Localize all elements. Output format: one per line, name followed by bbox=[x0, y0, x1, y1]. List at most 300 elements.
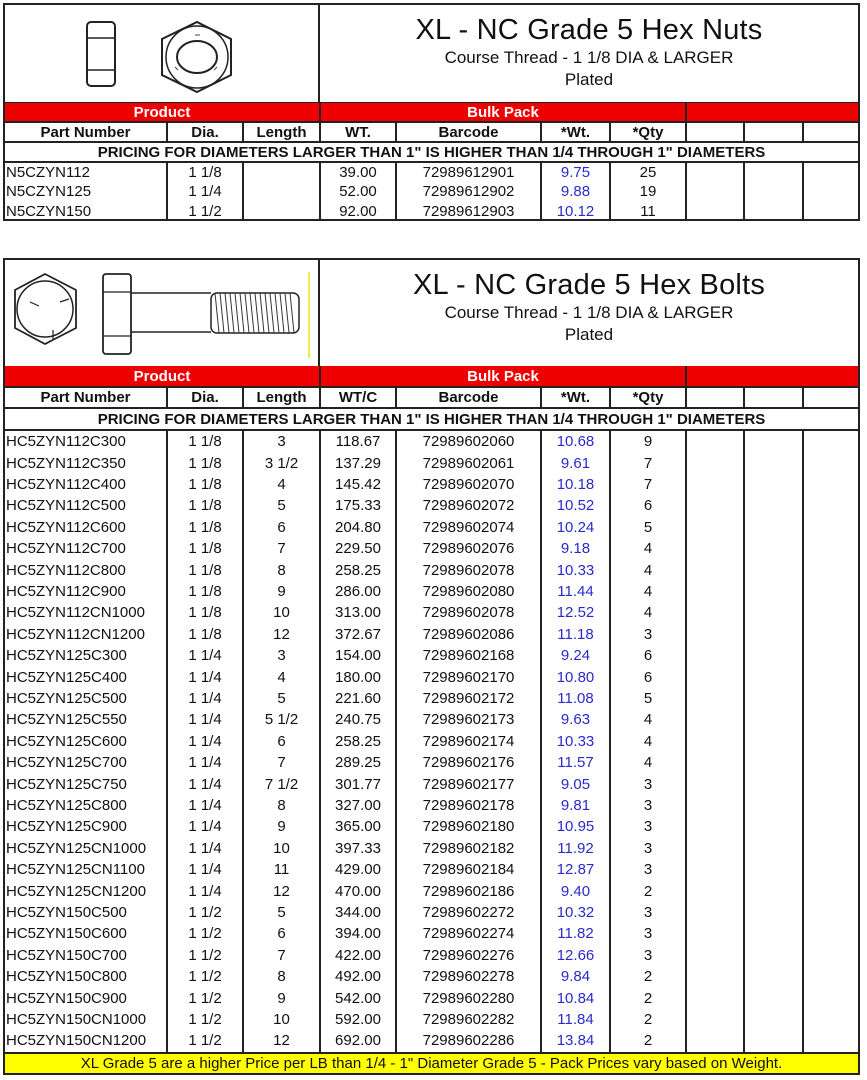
diameter-cell: 1 1/4 bbox=[168, 666, 244, 687]
pack-weight-cell: 11.44 bbox=[542, 581, 611, 602]
part-number-cell: HC5ZYN112C700 bbox=[5, 538, 168, 559]
col-part-number: Part Number bbox=[5, 123, 168, 141]
blank-cell bbox=[804, 709, 858, 730]
barcode-cell: 72989602061 bbox=[397, 452, 542, 473]
page-title: XL - NC Grade 5 Hex Bolts bbox=[412, 269, 766, 301]
diameter-cell: 1 1/8 bbox=[168, 474, 244, 495]
length-cell: 4 bbox=[244, 666, 321, 687]
quantity-cell: 2 bbox=[611, 966, 687, 987]
blank-cell bbox=[745, 923, 804, 944]
finish-label: Plated bbox=[564, 325, 614, 344]
weight-cell: 313.00 bbox=[321, 602, 397, 623]
diameter-cell: 1 1/4 bbox=[168, 731, 244, 752]
table-row bbox=[5, 731, 858, 752]
weight-cell: 470.00 bbox=[321, 880, 397, 901]
blank-cell bbox=[745, 431, 804, 452]
weight-cell: 397.33 bbox=[321, 838, 397, 859]
diameter-cell: 1 1/8 bbox=[168, 624, 244, 645]
length-cell: 9 bbox=[244, 816, 321, 837]
blank-cell bbox=[687, 880, 745, 901]
diameter-cell: 1 1/8 bbox=[168, 517, 244, 538]
barcode-cell: 72989602177 bbox=[397, 773, 542, 794]
table-row bbox=[5, 182, 858, 201]
blank-cell bbox=[687, 602, 745, 623]
length-cell: 5 bbox=[244, 902, 321, 923]
col-blank-1 bbox=[687, 123, 745, 141]
diameter-cell: 1 1/8 bbox=[168, 602, 244, 623]
hex-nut-icon bbox=[5, 5, 318, 102]
barcode-cell: 72989602086 bbox=[397, 624, 542, 645]
blank-cell bbox=[804, 495, 858, 516]
blank-cell bbox=[745, 559, 804, 580]
col-dia: Dia. bbox=[168, 388, 244, 407]
weight-cell: 429.00 bbox=[321, 859, 397, 880]
pack-weight-cell: 11.92 bbox=[542, 838, 611, 859]
col-blank-2 bbox=[745, 388, 804, 407]
diameter-cell: 1 1/2 bbox=[168, 966, 244, 987]
pack-weight-cell: 9.05 bbox=[542, 773, 611, 794]
weight-cell: 229.50 bbox=[321, 538, 397, 559]
weight-cell: 118.67 bbox=[321, 431, 397, 452]
part-number-cell: N5CZYN150 bbox=[5, 202, 168, 221]
hex-bolt-drawing bbox=[5, 260, 320, 366]
blank-cell bbox=[804, 880, 858, 901]
part-number-cell: HC5ZYN150CN1200 bbox=[5, 1030, 168, 1051]
barcode-cell: 72989602186 bbox=[397, 880, 542, 901]
weight-cell: 372.67 bbox=[321, 624, 397, 645]
hex-nuts-table bbox=[3, 3, 860, 221]
weight-cell: 258.25 bbox=[321, 731, 397, 752]
pack-weight-cell: 13.84 bbox=[542, 1030, 611, 1051]
quantity-cell: 2 bbox=[611, 1009, 687, 1030]
table-row bbox=[5, 645, 858, 666]
diameter-cell: 1 1/4 bbox=[168, 859, 244, 880]
blank-cell bbox=[687, 752, 745, 773]
barcode-cell: 72989612903 bbox=[397, 202, 542, 221]
table-row bbox=[5, 816, 858, 837]
diameter-cell: 1 1/2 bbox=[168, 1030, 244, 1051]
blank-cell bbox=[745, 731, 804, 752]
table-row bbox=[5, 966, 858, 987]
hex-bolts-table bbox=[3, 258, 860, 1075]
barcode-cell: 72989602278 bbox=[397, 966, 542, 987]
group-header-row bbox=[5, 366, 858, 388]
blank-cell bbox=[687, 795, 745, 816]
part-number-cell: HC5ZYN112C500 bbox=[5, 495, 168, 516]
pack-weight-cell: 10.95 bbox=[542, 816, 611, 837]
diameter-cell: 1 1/2 bbox=[168, 987, 244, 1008]
blank-cell bbox=[745, 966, 804, 987]
part-number-cell: HC5ZYN112C900 bbox=[5, 581, 168, 602]
weight-cell: 154.00 bbox=[321, 645, 397, 666]
barcode-cell: 72989602074 bbox=[397, 517, 542, 538]
diameter-cell: 1 1/4 bbox=[168, 752, 244, 773]
weight-cell: 52.00 bbox=[321, 182, 397, 201]
blank-cell bbox=[687, 431, 745, 452]
col-qty: *Qty bbox=[611, 123, 687, 141]
blank-cell bbox=[745, 645, 804, 666]
length-cell: 9 bbox=[244, 581, 321, 602]
pack-weight-cell: 9.84 bbox=[542, 966, 611, 987]
blank-cell bbox=[804, 666, 858, 687]
weight-cell: 692.00 bbox=[321, 1030, 397, 1051]
finish-label: Plated bbox=[564, 70, 614, 89]
blank-cell bbox=[687, 773, 745, 794]
table-row bbox=[5, 452, 858, 473]
blank-cell bbox=[745, 902, 804, 923]
table-row bbox=[5, 688, 858, 709]
blank-cell bbox=[687, 731, 745, 752]
length-cell: 9 bbox=[244, 987, 321, 1008]
table-row bbox=[5, 945, 858, 966]
barcode-cell: 72989602176 bbox=[397, 752, 542, 773]
quantity-cell: 3 bbox=[611, 945, 687, 966]
quantity-cell: 3 bbox=[611, 923, 687, 944]
part-number-cell: HC5ZYN125CN1200 bbox=[5, 880, 168, 901]
pack-weight-cell: 10.32 bbox=[542, 902, 611, 923]
quantity-cell: 4 bbox=[611, 559, 687, 580]
weight-cell: 542.00 bbox=[321, 987, 397, 1008]
blank-cell bbox=[687, 838, 745, 859]
col-wt-c: WT/C bbox=[321, 388, 397, 407]
blank-cell bbox=[687, 923, 745, 944]
diameter-cell: 1 1/4 bbox=[168, 773, 244, 794]
blank-cell bbox=[804, 945, 858, 966]
quantity-cell: 3 bbox=[611, 773, 687, 794]
hex-nut-drawing bbox=[5, 5, 320, 102]
quantity-cell: 5 bbox=[611, 688, 687, 709]
diameter-cell: 1 1/4 bbox=[168, 645, 244, 666]
blank-cell bbox=[745, 202, 804, 221]
quantity-cell: 3 bbox=[611, 859, 687, 880]
blank-cell bbox=[804, 773, 858, 794]
blank-cell bbox=[804, 752, 858, 773]
blank-cell bbox=[804, 602, 858, 623]
blank-cell bbox=[804, 731, 858, 752]
quantity-cell: 25 bbox=[611, 163, 687, 182]
blank-cell bbox=[745, 987, 804, 1008]
blank-cell bbox=[804, 163, 858, 182]
blank-cell bbox=[804, 859, 858, 880]
blank-cell bbox=[745, 688, 804, 709]
part-number-cell: HC5ZYN125C300 bbox=[5, 645, 168, 666]
diameter-cell: 1 1/4 bbox=[168, 795, 244, 816]
barcode-cell: 72989602272 bbox=[397, 902, 542, 923]
pack-weight-cell: 10.12 bbox=[542, 202, 611, 221]
blank-cell bbox=[745, 538, 804, 559]
blank-cell bbox=[687, 688, 745, 709]
barcode-cell: 72989612902 bbox=[397, 182, 542, 201]
weight-cell: 92.00 bbox=[321, 202, 397, 221]
length-cell: 8 bbox=[244, 559, 321, 580]
weight-cell: 39.00 bbox=[321, 163, 397, 182]
col-blank-3 bbox=[804, 388, 858, 407]
col-blank-3 bbox=[804, 123, 858, 141]
blank-cell bbox=[687, 559, 745, 580]
blank-cell bbox=[804, 795, 858, 816]
blank-cell bbox=[745, 182, 804, 201]
blank-cell bbox=[687, 624, 745, 645]
blank-cell bbox=[745, 945, 804, 966]
blank-cell bbox=[804, 1030, 858, 1051]
barcode-cell: 72989612901 bbox=[397, 163, 542, 182]
blank-cell bbox=[687, 182, 745, 201]
blank-cell bbox=[687, 202, 745, 221]
diameter-cell: 1 1/2 bbox=[168, 1009, 244, 1030]
col-blank-1 bbox=[687, 388, 745, 407]
diameter-cell: 1 1/4 bbox=[168, 880, 244, 901]
barcode-cell: 72989602178 bbox=[397, 795, 542, 816]
barcode-cell: 72989602280 bbox=[397, 987, 542, 1008]
blank-cell bbox=[804, 431, 858, 452]
pack-weight-cell: 10.33 bbox=[542, 731, 611, 752]
diameter-cell: 1 1/2 bbox=[168, 945, 244, 966]
length-cell: 3 1/2 bbox=[244, 452, 321, 473]
group-blank bbox=[687, 366, 858, 386]
blank-cell bbox=[687, 709, 745, 730]
col-qty: *Qty bbox=[611, 388, 687, 407]
blank-cell bbox=[804, 559, 858, 580]
blank-cell bbox=[804, 202, 858, 221]
weight-cell: 592.00 bbox=[321, 1009, 397, 1030]
diameter-cell: 1 1/2 bbox=[168, 202, 244, 221]
pack-weight-cell: 9.88 bbox=[542, 182, 611, 201]
barcode-cell: 72989602172 bbox=[397, 688, 542, 709]
blank-cell bbox=[745, 666, 804, 687]
length-cell: 10 bbox=[244, 602, 321, 623]
quantity-cell: 4 bbox=[611, 538, 687, 559]
group-product: Product bbox=[5, 366, 321, 386]
barcode-cell: 72989602076 bbox=[397, 538, 542, 559]
blank-cell bbox=[745, 495, 804, 516]
pack-weight-cell: 10.24 bbox=[542, 517, 611, 538]
length-cell: 3 bbox=[244, 431, 321, 452]
barcode-cell: 72989602080 bbox=[397, 581, 542, 602]
table-row bbox=[5, 474, 858, 495]
barcode-cell: 72989602174 bbox=[397, 731, 542, 752]
blank-cell bbox=[804, 452, 858, 473]
blank-cell bbox=[745, 795, 804, 816]
blank-cell bbox=[804, 538, 858, 559]
blank-cell bbox=[687, 1030, 745, 1051]
weight-cell: 137.29 bbox=[321, 452, 397, 473]
barcode-cell: 72989602078 bbox=[397, 559, 542, 580]
diameter-cell: 1 1/4 bbox=[168, 688, 244, 709]
col-dia: Dia. bbox=[168, 123, 244, 141]
blank-cell bbox=[687, 517, 745, 538]
weight-cell: 240.75 bbox=[321, 709, 397, 730]
group-bulk-pack: Bulk Pack bbox=[321, 103, 687, 121]
col-wt: WT. bbox=[321, 123, 397, 141]
blank-cell bbox=[687, 987, 745, 1008]
pack-weight-cell: 12.66 bbox=[542, 945, 611, 966]
diameter-cell: 1 1/8 bbox=[168, 431, 244, 452]
table-row bbox=[5, 838, 858, 859]
part-number-cell: HC5ZYN125C800 bbox=[5, 795, 168, 816]
barcode-cell: 72989602078 bbox=[397, 602, 542, 623]
pack-weight-cell: 11.18 bbox=[542, 624, 611, 645]
table-row bbox=[5, 431, 858, 452]
weight-cell: 365.00 bbox=[321, 816, 397, 837]
barcode-cell: 72989602182 bbox=[397, 838, 542, 859]
diameter-cell: 1 1/2 bbox=[168, 923, 244, 944]
quantity-cell: 3 bbox=[611, 816, 687, 837]
blank-cell bbox=[687, 581, 745, 602]
length-cell: 8 bbox=[244, 966, 321, 987]
barcode-cell: 72989602070 bbox=[397, 474, 542, 495]
length-cell bbox=[244, 163, 321, 182]
column-header-row bbox=[5, 388, 858, 409]
part-number-cell: HC5ZYN125C550 bbox=[5, 709, 168, 730]
table-row bbox=[5, 795, 858, 816]
barcode-cell: 72989602274 bbox=[397, 923, 542, 944]
blank-cell bbox=[804, 182, 858, 201]
pricing-note: PRICING FOR DIAMETERS LARGER THAN 1" IS HIGHER THAN 1/4 THROUGH 1" DIAMETERS bbox=[5, 143, 858, 163]
blank-cell bbox=[804, 987, 858, 1008]
subtitle: Course Thread - 1 1/8 DIA & LARGER bbox=[444, 48, 734, 67]
part-number-cell: HC5ZYN150C700 bbox=[5, 945, 168, 966]
blank-cell bbox=[745, 709, 804, 730]
group-blank bbox=[687, 103, 858, 121]
diameter-cell: 1 1/4 bbox=[168, 709, 244, 730]
table-row bbox=[5, 538, 858, 559]
table-row bbox=[5, 1030, 858, 1051]
barcode-cell: 72989602282 bbox=[397, 1009, 542, 1030]
table-row bbox=[5, 987, 858, 1008]
blank-cell bbox=[687, 645, 745, 666]
blank-cell bbox=[804, 688, 858, 709]
pack-weight-cell: 9.81 bbox=[542, 795, 611, 816]
length-cell: 7 bbox=[244, 752, 321, 773]
group-product: Product bbox=[5, 103, 321, 121]
part-number-cell: HC5ZYN150C600 bbox=[5, 923, 168, 944]
col-length: Length bbox=[244, 388, 321, 407]
pack-weight-cell: 9.61 bbox=[542, 452, 611, 473]
table-row bbox=[5, 773, 858, 794]
blank-cell bbox=[745, 880, 804, 901]
blank-cell bbox=[804, 474, 858, 495]
table-row bbox=[5, 202, 858, 221]
part-number-cell: HC5ZYN112C300 bbox=[5, 431, 168, 452]
part-number-cell: HC5ZYN150C900 bbox=[5, 987, 168, 1008]
length-cell: 5 1/2 bbox=[244, 709, 321, 730]
blank-cell bbox=[745, 1009, 804, 1030]
length-cell: 6 bbox=[244, 923, 321, 944]
quantity-cell: 4 bbox=[611, 581, 687, 602]
group-bulk-pack: Bulk Pack bbox=[321, 366, 687, 386]
part-number-cell: HC5ZYN150CN1000 bbox=[5, 1009, 168, 1030]
subtitle: Course Thread - 1 1/8 DIA & LARGER bbox=[444, 303, 734, 322]
blank-cell bbox=[745, 581, 804, 602]
barcode-cell: 72989602184 bbox=[397, 859, 542, 880]
blank-cell bbox=[804, 966, 858, 987]
quantity-cell: 2 bbox=[611, 880, 687, 901]
quantity-cell: 5 bbox=[611, 517, 687, 538]
length-cell: 12 bbox=[244, 1030, 321, 1051]
weight-cell: 394.00 bbox=[321, 923, 397, 944]
part-number-cell: HC5ZYN125CN1100 bbox=[5, 859, 168, 880]
blank-cell bbox=[687, 966, 745, 987]
footer-note: XL Grade 5 are a higher Price per LB than 1/4 - 1" Diameter Grade 5 - Pack Prices vary based on Weight. bbox=[5, 1052, 858, 1073]
diameter-cell: 1 1/2 bbox=[168, 902, 244, 923]
length-cell: 6 bbox=[244, 731, 321, 752]
length-cell: 6 bbox=[244, 517, 321, 538]
col-length: Length bbox=[244, 123, 321, 141]
pricing-note: PRICING FOR DIAMETERS LARGER THAN 1" IS HIGHER THAN 1/4 THROUGH 1" DIAMETERS bbox=[5, 409, 858, 431]
table-row bbox=[5, 880, 858, 901]
blank-cell bbox=[745, 1030, 804, 1051]
hex-nuts-header bbox=[5, 5, 858, 104]
blank-cell bbox=[687, 945, 745, 966]
blank-cell bbox=[804, 624, 858, 645]
part-number-cell: HC5ZYN112CN1000 bbox=[5, 602, 168, 623]
blank-cell bbox=[804, 1009, 858, 1030]
pack-weight-cell: 9.75 bbox=[542, 163, 611, 182]
diameter-cell: 1 1/8 bbox=[168, 581, 244, 602]
pack-weight-cell: 10.68 bbox=[542, 431, 611, 452]
length-cell: 12 bbox=[244, 624, 321, 645]
weight-cell: 492.00 bbox=[321, 966, 397, 987]
blank-cell bbox=[804, 581, 858, 602]
blank-cell bbox=[745, 752, 804, 773]
diameter-cell: 1 1/8 bbox=[168, 559, 244, 580]
table-row bbox=[5, 666, 858, 687]
length-cell: 10 bbox=[244, 1009, 321, 1030]
table-row bbox=[5, 581, 858, 602]
length-cell: 7 1/2 bbox=[244, 773, 321, 794]
quantity-cell: 4 bbox=[611, 602, 687, 623]
blank-cell bbox=[687, 495, 745, 516]
quantity-cell: 9 bbox=[611, 431, 687, 452]
part-number-cell: HC5ZYN125C400 bbox=[5, 666, 168, 687]
part-number-cell: N5CZYN125 bbox=[5, 182, 168, 201]
pack-weight-cell: 9.24 bbox=[542, 645, 611, 666]
blank-cell bbox=[687, 474, 745, 495]
weight-cell: 258.25 bbox=[321, 559, 397, 580]
table-row bbox=[5, 624, 858, 645]
pack-weight-cell: 10.84 bbox=[542, 987, 611, 1008]
weight-cell: 180.00 bbox=[321, 666, 397, 687]
weight-cell: 422.00 bbox=[321, 945, 397, 966]
blank-cell bbox=[745, 773, 804, 794]
blank-cell bbox=[687, 666, 745, 687]
column-header-row bbox=[5, 123, 858, 143]
quantity-cell: 4 bbox=[611, 752, 687, 773]
blank-cell bbox=[687, 163, 745, 182]
table-row bbox=[5, 602, 858, 623]
weight-cell: 221.60 bbox=[321, 688, 397, 709]
length-cell: 5 bbox=[244, 688, 321, 709]
weight-cell: 289.25 bbox=[321, 752, 397, 773]
pack-weight-cell: 11.57 bbox=[542, 752, 611, 773]
page-title: XL - NC Grade 5 Hex Nuts bbox=[415, 14, 763, 46]
blank-cell bbox=[804, 923, 858, 944]
part-number-cell: HC5ZYN112C600 bbox=[5, 517, 168, 538]
col-part-number: Part Number bbox=[5, 388, 168, 407]
quantity-cell: 11 bbox=[611, 202, 687, 221]
length-cell: 11 bbox=[244, 859, 321, 880]
length-cell: 3 bbox=[244, 645, 321, 666]
col-pack-wt: *Wt. bbox=[542, 123, 611, 141]
diameter-cell: 1 1/8 bbox=[168, 452, 244, 473]
blank-cell bbox=[745, 452, 804, 473]
pack-weight-cell: 10.52 bbox=[542, 495, 611, 516]
blank-cell bbox=[745, 624, 804, 645]
table-row bbox=[5, 495, 858, 516]
barcode-cell: 72989602276 bbox=[397, 945, 542, 966]
length-cell bbox=[244, 202, 321, 221]
blank-cell bbox=[687, 859, 745, 880]
